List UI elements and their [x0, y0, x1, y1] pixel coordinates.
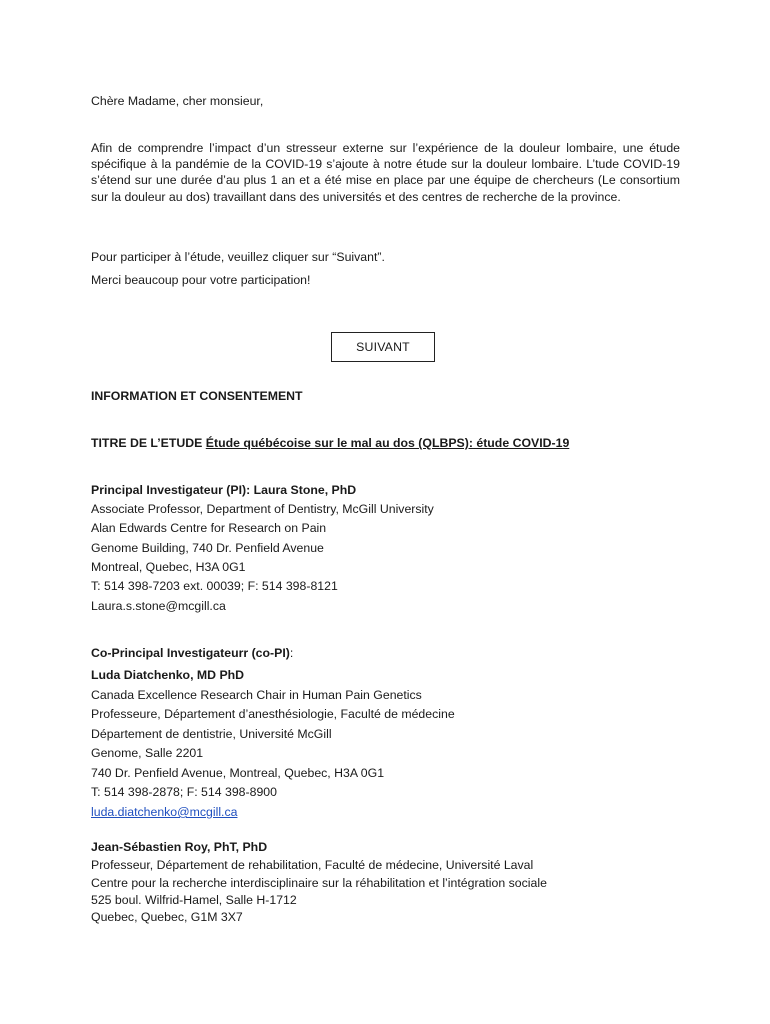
- roy-line: Professeur, Département de rehabilitation, Faculté de médecine, Université Laval: [91, 858, 534, 872]
- copi-name: Luda Diatchenko, MD PhD: [91, 668, 245, 682]
- pi-line: T: 514 398-7203 ext. 00039; F: 514 398-8121: [91, 579, 338, 593]
- thanks-text: Merci beaucoup pour votre participation!: [91, 273, 311, 287]
- pi-heading: Principal Investigateur (PI): Laura Stone, PhD: [91, 483, 357, 497]
- intro-paragraph: Afin de comprendre l’impact d’un stresseur externe sur l’expérience de la douleur lombaire, une étude spécifique à la pandémie de la COVID-19 s’ajoute à notre étude sur la douleur lombaire. L’tude COVID-19 s’étend sur une durée d’au plus 1 an et a été mise en place par une équipe de chercheurs (Le consortium sur la douleur au dos) travaillant dans des universités et des centres de recherche de la province.: [91, 141, 680, 204]
- copi-line: Genome, Salle 2201: [91, 746, 204, 760]
- pi-line: Alan Edwards Centre for Research on Pain: [91, 521, 327, 535]
- copi-line: T: 514 398-2878; F: 514 398-8900: [91, 785, 277, 799]
- pi-email: Laura.s.stone@mcgill.ca: [91, 599, 226, 613]
- copi-line: Canada Excellence Research Chair in Human Pain Genetics: [91, 688, 422, 702]
- roy-line: Quebec, Quebec, G1M 3X7: [91, 910, 243, 924]
- roy-line: 525 boul. Wilfrid-Hamel, Salle H-1712: [91, 893, 297, 907]
- study-title: [91, 435, 569, 451]
- greeting: Chère Madame, cher monsieur,: [91, 94, 264, 108]
- study-title-name: Étude québécoise sur le mal au dos (QLBPS): étude COVID-19: [205, 436, 570, 450]
- study-title-prefix: TITRE DE L’ETUDE: [91, 436, 206, 450]
- copi-line: 740 Dr. Penfield Avenue, Montreal, Quebec, H3A 0G1: [91, 766, 385, 780]
- consent-heading: INFORMATION ET CONSENTEMENT: [91, 389, 303, 403]
- pi-line: Associate Professor, Department of Dentistry, McGill University: [91, 502, 434, 516]
- pi-line: Genome Building, 740 Dr. Penfield Avenue: [91, 541, 324, 555]
- copi-heading: [91, 645, 293, 661]
- copi-line: Département de dentistrie, Université McGill: [91, 727, 332, 741]
- copi-heading-label: Co-Principal Investigateurr (co-PI): [91, 646, 290, 660]
- pi-line: Montreal, Quebec, H3A 0G1: [91, 560, 246, 574]
- participate-instruction: Pour participer à l’étude, veuillez cliquer sur “Suivant”.: [91, 250, 385, 264]
- next-button[interactable]: SUIVANT: [331, 332, 435, 362]
- roy-name: Jean-Sébastien Roy, PhT, PhD: [91, 840, 268, 854]
- copi-heading-colon: :: [289, 646, 294, 660]
- roy-line: Centre pour la recherche interdisciplinaire sur la réhabilitation et l’intégration sociale: [91, 876, 547, 890]
- copi-line: Professeure, Département d’anesthésiologie, Faculté de médecine: [91, 707, 455, 721]
- copi-email-link[interactable]: luda.diatchenko@mcgill.ca: [91, 805, 238, 819]
